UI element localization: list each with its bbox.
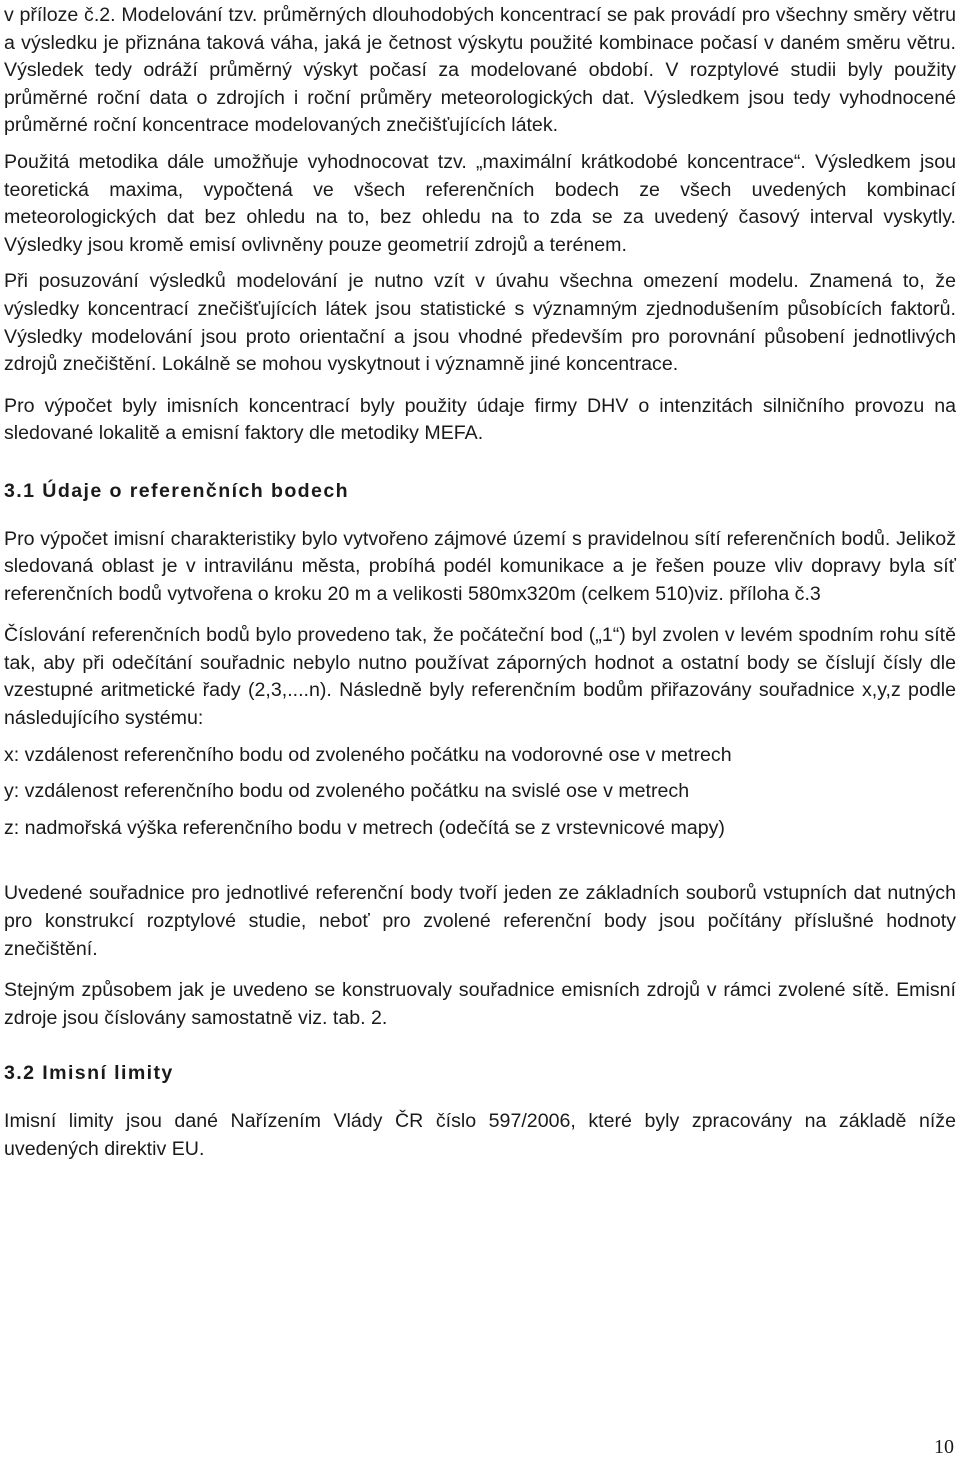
paragraph-emission-sources: Stejným způsobem jak je uvedeno se konstruovaly souřadnice emisních zdrojů v rámci zvolené sítě. Emisní zdroje jsou číslovány samostatně viz. tab. 2. — [4, 979, 956, 1029]
paragraph-immission-limits: Imisní limity jsou dané Nařízením Vlády ČR číslo 597/2006, které byly zpracovány na základě níže uvedených direktiv EU. — [4, 1110, 956, 1160]
paragraph-modelling-averages: v příloze č.2. Modelování tzv. průměrných dlouhodobých koncentrací se pak provádí pro všechny směry větru a výsledku je přiznána taková váha, jaká je četnost výskytu použité kombinace počasí v daném směru větru. Výsledek tedy odráží průměrný výskyt počasí za modelované období. V rozptylové studii byly použity průměrné roční data o zdrojích i roční průměry meteorologických dat. Výsledkem jsou tedy vyhodnocené průměrné roční koncentrace modelovaných znečišťujících látek. — [4, 4, 956, 137]
coordinate-z-definition: z: nadmořská výška referenčního bodu v metrech (odečítá se z vrstevnicové mapy) — [4, 816, 725, 839]
coordinate-x-definition: x: vzdálenost referenčního bodu od zvoleného počátku na vodorovné ose v metrech — [4, 743, 732, 766]
paragraph-point-numbering: Číslování referenčních bodů bylo provedeno tak, že počáteční bod („1“) byl zvolen v levém spodním rohu sítě tak, aby při odečítání souřadnic nebylo nutno používat záporných hodnot a ostatní body se číslují čísly dle vzestupné aritmetické řady (2,3,....n). Následně byly referenčním bodům přiřazovány souřadnice x,y,z podle následujícího systému: — [4, 624, 956, 730]
paragraph-model-limitations: Při posuzování výsledků modelování je nutno vzít v úvahu všechna omezení modelu. Znamená to, že výsledky koncentrací znečišťujících látek jsou statistické s významným zjednodušením působících faktorů. Výsledky modelování jsou proto orientační a jsou vhodné především pro porovnání působení jednotlivých zdrojů znečištění. Lokálně se mohou vyskytnout i významně jiné koncentrace. — [4, 270, 956, 376]
paragraph-short-term-maxima: Použitá metodika dále umožňuje vyhodnocovat tzv. „maximální krátkodobé koncentrace“. Výsledkem jsou teoretická maxima, vypočtená ve všech referenčních bodech ze všech uvedených kombinací meteorologických dat bez ohledu na to, bez ohledu na to zda se za uvedený časový interval vyskytly. Výsledky jsou kromě emisí ovlivněny pouze geometrií zdrojů a terénem. — [4, 150, 956, 256]
paragraph-reference-grid: Pro výpočet imisní charakteristiky bylo vytvořeno zájmové území s pravidelnou sítí referenčních bodů. Jelikož sledovaná oblast je v intravilánu města, probíhá podél komunikace a je řešen pouze vliv dopravy byla síť referenčních bodů vytvořena o kroku 20 m a velikosti 580mx320m (celkem 510)viz. příloha č.3 — [4, 527, 956, 605]
section-heading-3-2: 3.2 Imisní limity — [4, 1062, 174, 1085]
section-heading-3-1: 3.1 Údaje o referenčních bodech — [4, 479, 350, 502]
paragraph-input-data: Pro výpočet byly imisních koncentrací byly použity údaje firmy DHV o intenzitách silničního provozu na sledované lokalitě a emisní faktory dle metodiky MEFA. — [4, 394, 956, 445]
page-number: 10 — [934, 1436, 954, 1458]
document-page — [4, 0, 956, 1163]
paragraph-coordinate-usage: Uvedené souřadnice pro jednotlivé referenční body tvoří jeden ze základních souborů vstupních dat nutných pro konstrukcí rozptylové studie, neboť pro zvolené referenční body jsou počítány příslušné hodnoty znečištění. — [4, 882, 956, 960]
coordinate-y-definition: y: vzdálenost referenčního bodu od zvoleného počátku na svislé ose v metrech — [4, 780, 690, 803]
